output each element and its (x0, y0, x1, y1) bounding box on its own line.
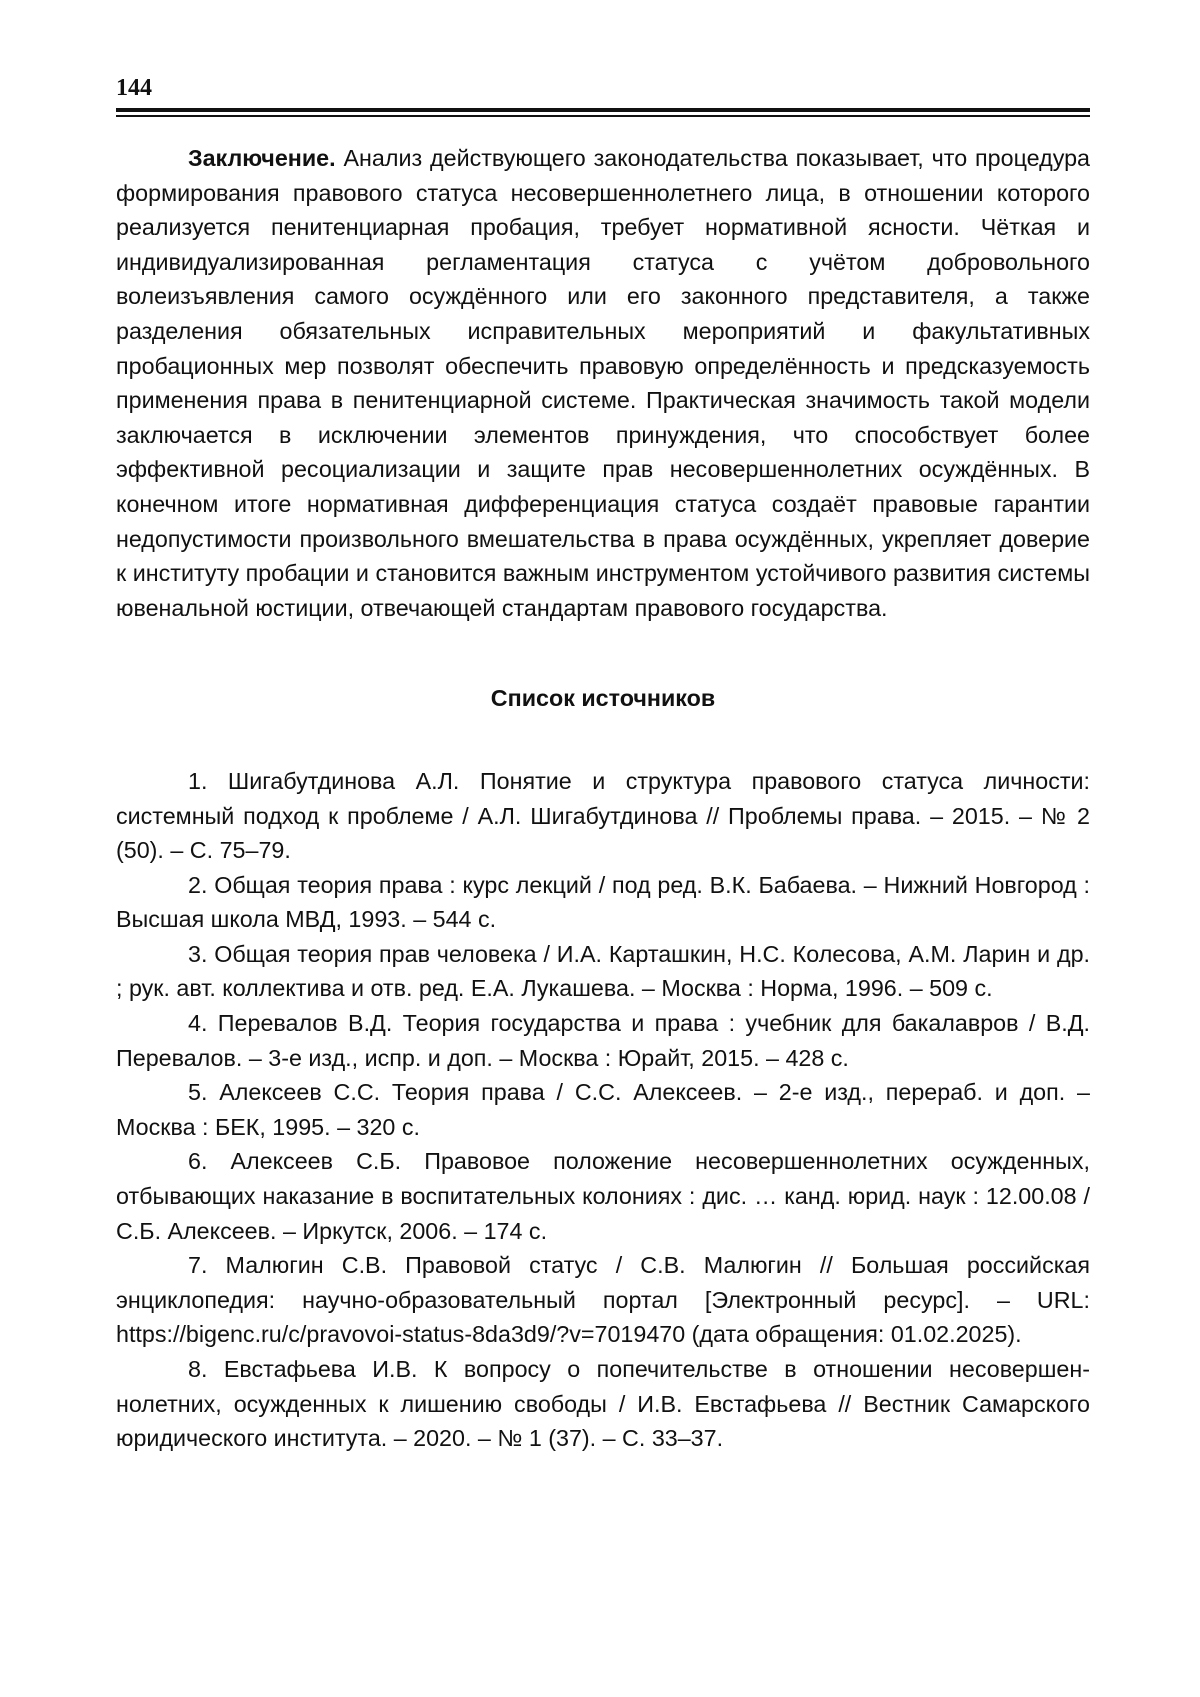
sources-heading: Список источников (490, 685, 716, 712)
page-number: 144 (116, 75, 152, 101)
source-item: 2. Общая теория права : курс лекций / под ред. В.К. Бабаева. – Нижний Новгород : Высшая школа МВД, 1993. – 544 с. (116, 871, 1090, 933)
source-item: 8. Евстафьева И.В. К вопросу о попечительстве в отношении несовершеннолетних, осужденных к лишению свободы / И.В. Евстафьева // Вестник Самарского юридического института. – 2020. – № 1 (37). – С. 33–37. (116, 1356, 1090, 1452)
source-item: 7. Малюгин С.В. Правовой статус / С.В. Малюгин // Большая российская энциклопедия: научно-образовательный портал [Электронный ресурс]. – URL: https://bigenc.ru/c/pravovoi-status-8da3d9/?v=7019470 (дата обращения: 01.02.2025). (116, 1252, 1090, 1348)
conclusion-paragraph (116, 141, 1090, 625)
source-item: 6. Алексеев С.Б. Правовое положение несовершеннолетних осужденных, отбывающих наказание в воспитательных колониях : дис. … канд. юрид. наук : 12.00.08 / С.Б. Алексеев. – Иркутск, 2006. – 174 с. (116, 1148, 1090, 1244)
conclusion-text: Анализ действующего законодательства показывает, что процедура формирования правового статуса несовершеннолетнего лица, в отношении которого реализуется пенитенциарная пробация, требует нормативной ясности. Чёткая и индивидуализированная регламентация статуса с учётом добровольного волеизъявления самого осуждённого или его законного представителя, а также разделения обязательных исправительных мероприятий и факультативных пробационных мер позволят обеспечить правовую определённость и предсказуемость применения права в пенитенциарной системе. Практическая значимость такой модели заключается в исключении элементов принуждения, что способствует более эффективной ресоциализации и защите прав несовершеннолетних осуждённых. В конечном итоге нормативная дифференциация статуса создаёт правовые гарантии недопустимости произвольного вмешательства в права осуждённых, укрепляет доверие к институту пробации и становится важным инструментом устойчивого развития системы ювенальной юстиции, отвечающей стандартам правового государства. (116, 145, 1090, 621)
source-item: 4. Перевалов В.Д. Теория государства и права : учебник для бакалавров / В.Д. Перевалов. – 3-е изд., испр. и доп. – Москва : Юрайт, 2015. – 428 с. (116, 1010, 1090, 1071)
source-item: 5. Алексеев С.С. Теория права / С.С. Алексеев. – 2-е изд., перераб. и доп. – Москва : БЕК, 1995. – 320 с. (116, 1079, 1090, 1140)
header-rule-thick (116, 108, 1090, 112)
conclusion-lead: Заключение. (188, 145, 336, 171)
source-item: 1. Шигабутдинова А.Л. Понятие и структура правового статуса личности: системный подход к проблеме / А.Л. Шигабутдинова // Проблемы права. – 2015. – № 2 (50). – С. 75–79. (116, 767, 1090, 864)
page-content (116, 141, 1090, 1456)
source-item: 3. Общая теория прав человека / И.А. Карташкин, Н.С. Колесова, А.М. Ларин и др. ; рук. авт. коллектива и отв. ред. Е.А. Лукашева. – Москва : Норма, 1996. – 509 с. (116, 940, 1090, 1002)
header-rule-thin (116, 115, 1090, 117)
sources-list (116, 764, 1090, 1456)
